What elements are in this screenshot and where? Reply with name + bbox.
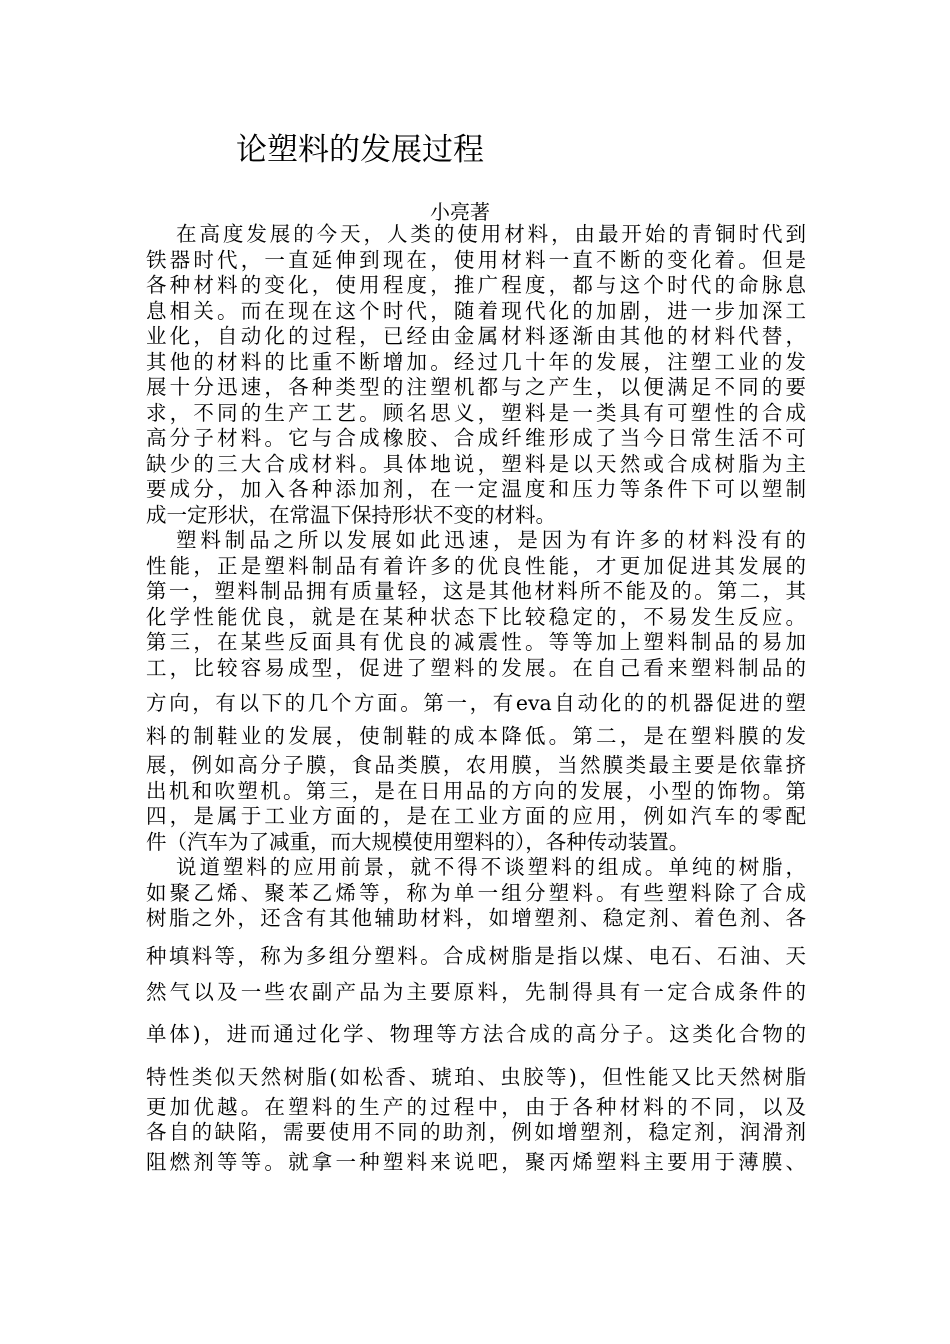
- text-line: 树脂之外，还含有其他辅助材料，如增塑剂、稳定剂、着色剂、各: [146, 906, 806, 930]
- text-line: 求，不同的生产工艺。顾名思义，塑料是一类具有可塑性的合成: [146, 400, 806, 425]
- text-line: 要成分，加入各种添加剂，在一定温度和压力等条件下可以塑制: [146, 477, 806, 501]
- text-line: 缺少的三大合成材料。具体地说，塑料是以天然或合成树脂为主: [146, 451, 806, 476]
- text-line: 件（汽车为了减重，而大规模使用塑料的），各种传动装置。: [146, 829, 690, 854]
- text-line: 工，比较容易成型，促进了塑料的发展。在自己看来塑料制品的: [146, 655, 806, 680]
- text-line: 铁器时代，一直延伸到现在，使用材料一直不断的变化着。但是: [146, 247, 806, 272]
- text-line: 各种材料的变化，使用程度，推广程度，都与这个时代的命脉息: [146, 273, 806, 297]
- text-line: 单体)，进而通过化学、物理等方法合成的高分子。这类化合物的: [146, 1021, 806, 1046]
- author-line: 小亮著: [430, 200, 490, 224]
- text-line: 展十分迅速，各种类型的注塑机都与之产生，以便满足不同的要: [146, 375, 806, 399]
- text-line: 料的制鞋业的发展，使制鞋的成本降低。第二，是在塑料膜的发: [146, 724, 806, 748]
- text-line: 更加优越。在塑料的生产的过程中，由于各种材料的不同，以及: [146, 1094, 806, 1119]
- text-line: 在高度发展的今天，人类的使用材料，由最开始的青铜时代到: [176, 222, 806, 246]
- text-line: 性能，正是塑料制品有着许多的优良性能，才更加促进其发展的: [146, 553, 806, 578]
- text-line: 第三，在某些反面具有优良的减震性。等等加上塑料制品的易加: [146, 630, 806, 654]
- text-line: 展，例如高分子膜，食品类膜，农用膜，当然膜类最主要是依靠挤: [146, 753, 806, 777]
- text-line: 种填料等，称为多组分塑料。合成树脂是指以煤、电石、石油、天: [146, 943, 806, 968]
- text-line: 各自的缺陷，需要使用不同的助剂，例如增塑剂，稳定剂，润滑剂: [146, 1120, 806, 1144]
- document-title: 论塑料的发展过程: [236, 132, 484, 168]
- text-line: 说道塑料的应用前景，就不得不谈塑料的组成。单纯的树脂，: [176, 855, 806, 879]
- body-text: [146, 222, 806, 1179]
- text-line: 其他的材料的比重不断增加。经过几十年的发展，注塑工业的发: [146, 349, 806, 374]
- text-line: 四，是属于工业方面的，是在工业方面的应用，例如汽车的零配: [146, 804, 806, 828]
- text-line: 业化，自动化的过程，已经由金属材料逐渐由其他的材料代替，: [146, 324, 806, 348]
- text-line: 息相关。而在现在这个时代，随着现代化的加剧，进一步加深工: [146, 298, 806, 323]
- text-line: 出机和吹塑机。第三，是在日用品的方向的发展，小型的饰物。第: [146, 778, 806, 803]
- text-line: 塑料制品之所以发展如此迅速，是因为有许多的材料没有的: [176, 528, 806, 552]
- text-line: 特性类似天然树脂(如松香、琥珀、虫胶等)，但性能又比天然树脂: [146, 1064, 806, 1089]
- text-line: 然气以及一些农副产品为主要原料，先制得具有一定合成条件的: [146, 979, 806, 1004]
- text-line: 如聚乙烯、聚苯乙烯等，称为单一组分塑料。有些塑料除了合成: [146, 880, 806, 905]
- text-line: 成一定形状，在常温下保持形状不变的材料。: [146, 502, 556, 527]
- text-line: 化学性能优良，就是在某种状态下比较稳定的，不易发生反应。: [146, 604, 806, 629]
- text-line: 方向，有以下的几个方面。第一，有eva自动化的的机器促进的塑: [146, 691, 806, 715]
- text-line: 高分子材料。它与合成橡胶、合成纤维形成了当今日常生活不可: [146, 426, 806, 450]
- text-line: 阻燃剂等等。就拿一种塑料来说吧，聚丙烯塑料主要用于薄膜、: [146, 1149, 806, 1174]
- text-line: 第一，塑料制品拥有质量轻，这是其他材料所不能及的。第二，其: [146, 579, 806, 603]
